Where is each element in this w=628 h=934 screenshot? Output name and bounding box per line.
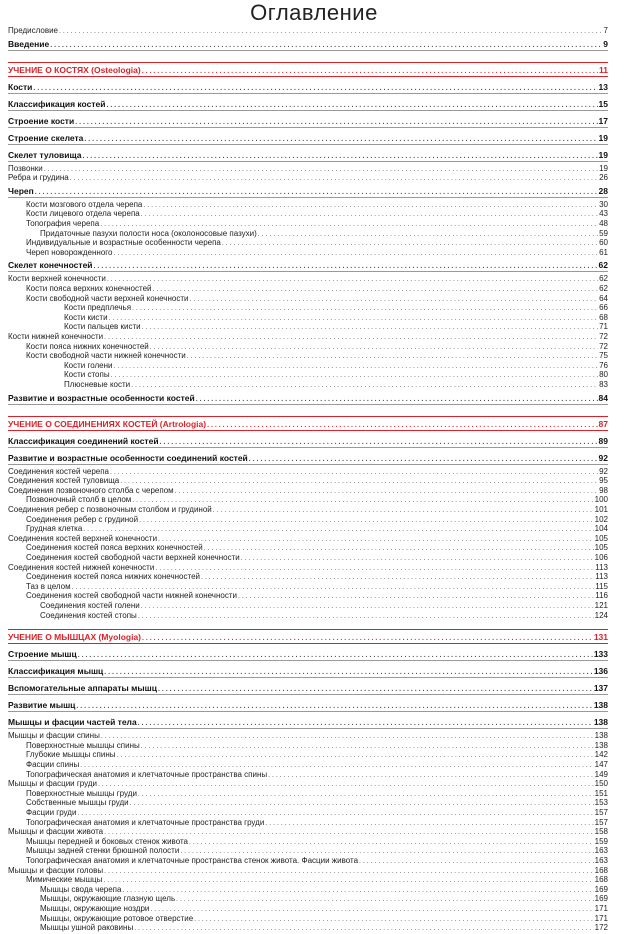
toc-entry-title: Развитие мышц xyxy=(8,700,76,711)
toc-entry-page: 92 xyxy=(599,466,608,476)
toc-entry-page: 153 xyxy=(594,798,608,808)
toc-entry-page: 62 xyxy=(599,284,608,293)
toc-entry-page: 138 xyxy=(594,740,608,750)
toc-entry-title: Придаточные пазухи полости носа (околоносовые пазухи) xyxy=(40,228,257,238)
toc-entry-page: 138 xyxy=(593,717,608,728)
toc-entry[interactable] xyxy=(8,923,608,934)
toc-entry-page: 62 xyxy=(598,260,608,271)
toc-entry-page: 163 xyxy=(594,856,608,865)
toc-entry-title: Кости xyxy=(8,81,33,92)
toc-entry-title: Мышцы, окружающие глазную щель xyxy=(40,894,176,904)
toc-entry-page: 95 xyxy=(599,476,608,486)
toc-entry-page: 169 xyxy=(594,894,608,904)
toc-entry-title: Предисловие xyxy=(8,26,58,35)
heading-underline xyxy=(8,93,608,94)
toc-entry-page: 131 xyxy=(593,632,608,643)
heading-underline xyxy=(8,464,608,465)
toc-entry-page: 100 xyxy=(594,495,608,505)
toc-entry-page: 48 xyxy=(599,219,608,228)
toc-entry-page: 19 xyxy=(599,163,608,173)
toc-entry-page: 11 xyxy=(599,64,608,75)
toc-entry-page: 43 xyxy=(599,209,608,219)
toc-entry-page: 7 xyxy=(603,26,608,35)
toc-entry-title: Скелет конечностей xyxy=(8,260,93,271)
toc-entry-title: Классификация костей xyxy=(8,98,106,109)
toc-entry-title: Соединения костей свободной части верхней конечности xyxy=(26,553,240,562)
toc-entry-page: 105 xyxy=(594,543,608,553)
dot-leader xyxy=(134,924,593,934)
heading-underline xyxy=(8,110,608,111)
toc-entry-page: 168 xyxy=(594,865,608,875)
toc-entry-title: Кости свободной части нижней конечности xyxy=(26,351,186,361)
toc-entry-title: Фасции груди xyxy=(26,808,77,817)
toc-entry-page: 171 xyxy=(594,913,608,923)
toc-entry-title: Мышцы свода черепа xyxy=(40,884,122,894)
page-title: Оглавление xyxy=(250,0,378,25)
toc-entry-page: 157 xyxy=(594,817,608,827)
toc-entry-title: Строение мышц xyxy=(8,649,77,660)
toc-entry-title: Соединения костей голени xyxy=(40,601,140,610)
toc-entry-page: 101 xyxy=(594,505,608,514)
heading-underline xyxy=(8,728,608,729)
toc-entry[interactable] xyxy=(8,380,608,391)
toc-entry-title: Соединения костей свободной части нижней конечности xyxy=(26,591,237,601)
toc-entry-page: 138 xyxy=(594,731,608,741)
heading-underline xyxy=(8,271,608,272)
toc-entry-page: 66 xyxy=(599,303,608,313)
toc-entry-title: Фасции спины xyxy=(26,760,80,769)
toc-entry-page: 137 xyxy=(593,683,608,694)
heading-underline xyxy=(8,660,608,661)
section-rule xyxy=(8,629,608,630)
toc-entry-title: Мышцы ушной раковины xyxy=(40,923,134,933)
toc-entry-title: Классификация мышц xyxy=(8,666,104,677)
toc-entry-title: Топографическая анатомия и клетчаточные пространства спины xyxy=(26,769,268,779)
dot-leader xyxy=(59,27,603,37)
toc-entry-page: 121 xyxy=(594,601,608,610)
heading-underline xyxy=(8,430,608,431)
heading-underline xyxy=(8,643,608,644)
toc-entry[interactable] xyxy=(8,248,608,259)
toc-entry-page: 105 xyxy=(594,533,608,543)
toc-entry-title: Кости предплечья xyxy=(64,303,132,313)
toc-entry-page: 61 xyxy=(599,247,608,257)
toc-entry-page: 9 xyxy=(603,38,608,49)
toc-entry-page: 158 xyxy=(594,827,608,837)
toc-entry-title: Мышцы задней стенки брюшной полости xyxy=(26,846,180,856)
toc-entry-title: Кости пояса верхних конечностей xyxy=(26,284,152,293)
toc-entry-page: 64 xyxy=(599,293,608,303)
toc-entry-title: Плюсневые кости xyxy=(64,380,131,389)
heading-underline xyxy=(8,711,608,712)
toc-entry-page: 133 xyxy=(593,649,608,660)
toc-entry-title: Мышцы и фасции живота xyxy=(8,827,104,837)
toc-entry-title: Собственные мышцы груди xyxy=(26,798,129,808)
dot-leader xyxy=(138,612,594,622)
toc-entry-title: Кости мозгового отдела черепа xyxy=(26,199,143,209)
toc-entry-title: УЧЕНИЕ О КОСТЯХ (Osteologia) xyxy=(8,64,141,75)
toc-entry-page: 87 xyxy=(598,418,608,429)
heading-underline xyxy=(8,447,608,448)
toc-entry-title: Кости стопы xyxy=(64,370,110,380)
toc-entry-page: 60 xyxy=(599,238,608,248)
heading-underline xyxy=(8,677,608,678)
toc-entry-page: 157 xyxy=(594,808,608,817)
toc-entry-page: 104 xyxy=(594,524,608,534)
toc-entry-page: 26 xyxy=(599,173,608,183)
dot-leader xyxy=(131,381,598,391)
heading-underline xyxy=(8,404,608,405)
toc-entry-page: 102 xyxy=(594,514,608,524)
toc-entry-title: Поверхностные мышцы спины xyxy=(26,740,140,750)
toc-entry-title: Соединения костей стопы xyxy=(40,610,137,620)
toc-entry-page: 113 xyxy=(595,562,608,572)
toc-entry-page: 113 xyxy=(595,572,608,582)
toc-entry-title: Топографическая анатомия и клетчаточные пространства груди xyxy=(26,817,265,827)
toc-entry-title: Кости верхней конечности xyxy=(8,274,106,284)
toc-entry-page: 169 xyxy=(594,884,608,894)
toc-entry-title: Введение xyxy=(8,38,50,49)
toc-entry-title: Череп xyxy=(8,185,34,196)
toc-entry-title: Соединения костей верхней конечности xyxy=(8,533,158,543)
toc-entry-page: 17 xyxy=(598,115,608,126)
toc-entry-title: Строение кости xyxy=(8,115,75,126)
dot-leader xyxy=(113,249,598,259)
toc-entry-title: Кости нижней конечности xyxy=(8,332,104,341)
toc-entry-title: Индивидуальные и возрастные особенности черепа xyxy=(26,238,221,248)
toc-entry-title: Кости голени xyxy=(64,360,113,370)
heading-underline xyxy=(8,694,608,695)
toc-entry-title: Ребра и грудина xyxy=(8,173,69,183)
toc-entry-title: УЧЕНИЕ О СОЕДИНЕНИЯХ КОСТЕЙ (Artrologia) xyxy=(8,418,207,429)
toc-entry-page: 15 xyxy=(598,98,608,109)
toc-entry-page: 71 xyxy=(599,322,608,332)
toc-entry-title: Кости лицевого отдела черепа xyxy=(26,209,140,219)
heading-underline xyxy=(8,197,608,198)
toc-entry-title: Кости свободной части верхней конечности xyxy=(26,293,189,303)
toc-entry-page: 80 xyxy=(599,370,608,380)
toc-entry-page: 72 xyxy=(599,341,608,351)
toc-entry-title: Соединения костей пояса нижних конечностей xyxy=(26,572,200,582)
toc-entry-page: 149 xyxy=(594,769,608,779)
heading-underline xyxy=(8,50,608,51)
toc-entry-page: 75 xyxy=(599,351,608,361)
toc-entry-page: 83 xyxy=(599,380,608,389)
toc-entry-page: 116 xyxy=(595,591,608,601)
toc-entry-page: 138 xyxy=(593,700,608,711)
toc-entry-title: Поверхностные мышцы груди xyxy=(26,788,137,798)
heading-underline xyxy=(8,144,608,145)
toc-entry-page: 136 xyxy=(593,666,608,677)
toc-entry-page: 159 xyxy=(594,836,608,846)
toc-entry-title: Соединения костей нижней конечности xyxy=(8,562,155,572)
toc-entry-page: 115 xyxy=(595,581,608,591)
toc-entry-title: Мышцы передней и боковых стенок живота xyxy=(26,836,188,846)
toc-entry-title: Позвоночный столб в целом xyxy=(26,495,132,505)
toc-entry-page: 124 xyxy=(594,610,608,620)
toc-entry-title: Соединения костей черепа xyxy=(8,466,109,476)
toc-entry-title: Кости пальцев кисти xyxy=(64,322,141,332)
toc-entry-page: 168 xyxy=(594,875,608,885)
toc-entry-title: Мышцы и фасции спины xyxy=(8,731,100,741)
toc-entry-page: 163 xyxy=(594,846,608,856)
toc-entry-page: 171 xyxy=(594,904,608,913)
toc-entry-title: Топография черепа xyxy=(26,219,100,228)
toc-entry-title: Череп новорожденного xyxy=(26,247,113,257)
toc-entry-page: 13 xyxy=(598,81,608,92)
toc-entry-page: 142 xyxy=(594,750,608,760)
toc-entry-title: Вспомогательные аппараты мышц xyxy=(8,683,157,694)
toc-entry-page: 62 xyxy=(599,274,608,284)
toc-entry-title: Мимические мышцы xyxy=(26,875,103,885)
toc-entry-page: 172 xyxy=(594,923,608,933)
heading-underline xyxy=(8,127,608,128)
toc-entry[interactable] xyxy=(8,26,608,37)
heading-underline xyxy=(8,76,608,77)
toc-entry-page: 76 xyxy=(599,360,608,370)
toc-entry[interactable] xyxy=(8,611,608,622)
toc-entry-page: 72 xyxy=(599,332,608,341)
toc-entry-title: Соединения ребер с позвоночным столбом и грудиной xyxy=(8,505,212,514)
toc-entry-page: 106 xyxy=(594,553,608,562)
toc-entry-page: 19 xyxy=(598,132,608,143)
toc-entry-title: Развитие и возрастные особенности соединений костей xyxy=(8,452,248,463)
toc-entry-title: Классификация соединений костей xyxy=(8,435,159,446)
toc-entry-page: 98 xyxy=(599,485,608,495)
toc-entry-page: 30 xyxy=(599,199,608,209)
dot-leader xyxy=(70,174,598,184)
toc-entry-title: Соединения ребер с грудиной xyxy=(26,514,139,524)
toc-entry-page: 150 xyxy=(594,779,608,789)
toc-entry-title: Таз в целом xyxy=(26,581,71,591)
toc-entry-title: Мышцы, окружающие ноздри xyxy=(40,904,150,913)
toc-entry-title: Топографическая анатомия и клетчаточные пространства стенок живота. Фасции живота xyxy=(26,856,359,865)
toc-entry[interactable] xyxy=(8,173,608,184)
toc-entry-page: 68 xyxy=(599,312,608,322)
toc-entry-title: Строение скелета xyxy=(8,132,84,143)
toc-entry-page: 59 xyxy=(599,228,608,238)
toc-entry-title: Скелет туловища xyxy=(8,149,82,160)
toc-entry-title: Грудная клетка xyxy=(26,524,83,534)
toc-entry-title: Мышцы и фасции груди xyxy=(8,779,97,789)
heading-underline xyxy=(8,161,608,162)
toc-entry-page: 92 xyxy=(598,452,608,463)
toc-entry-page: 19 xyxy=(598,149,608,160)
toc-entry-title: Глубокие мышцы спины xyxy=(26,750,116,760)
toc-entry-page: 84 xyxy=(598,392,608,403)
toc-entry-page: 151 xyxy=(594,788,608,798)
toc-entry-page: 28 xyxy=(598,185,608,196)
toc-entry-title: Позвонки xyxy=(8,163,43,173)
toc-entry-title: Кости пояса нижних конечностей xyxy=(26,341,149,351)
toc-entry-title: УЧЕНИЕ О МЫШЦАХ (Myologia) xyxy=(8,632,141,643)
toc-entry-title: Соединения костей пояса верхних конечностей xyxy=(26,543,203,553)
toc-entry-title: Мышцы и фасции частей тела xyxy=(8,717,137,728)
toc-entry-title: Соединения костей туловища xyxy=(8,476,120,486)
toc-entry-page: 147 xyxy=(594,760,608,769)
toc-entry-title: Мышцы, окружающие ротовое отверстие xyxy=(40,913,194,923)
section-rule xyxy=(8,416,608,417)
toc-entry-title: Кости кисти xyxy=(64,312,108,322)
toc-entry-title: Мышцы и фасции головы xyxy=(8,865,104,875)
toc-entry-title: Соединения позвоночного столба с черепом xyxy=(8,485,174,495)
toc-entry-title: Развитие и возрастные особенности костей xyxy=(8,392,195,403)
section-rule xyxy=(8,62,608,63)
toc-entry-page: 89 xyxy=(598,435,608,446)
